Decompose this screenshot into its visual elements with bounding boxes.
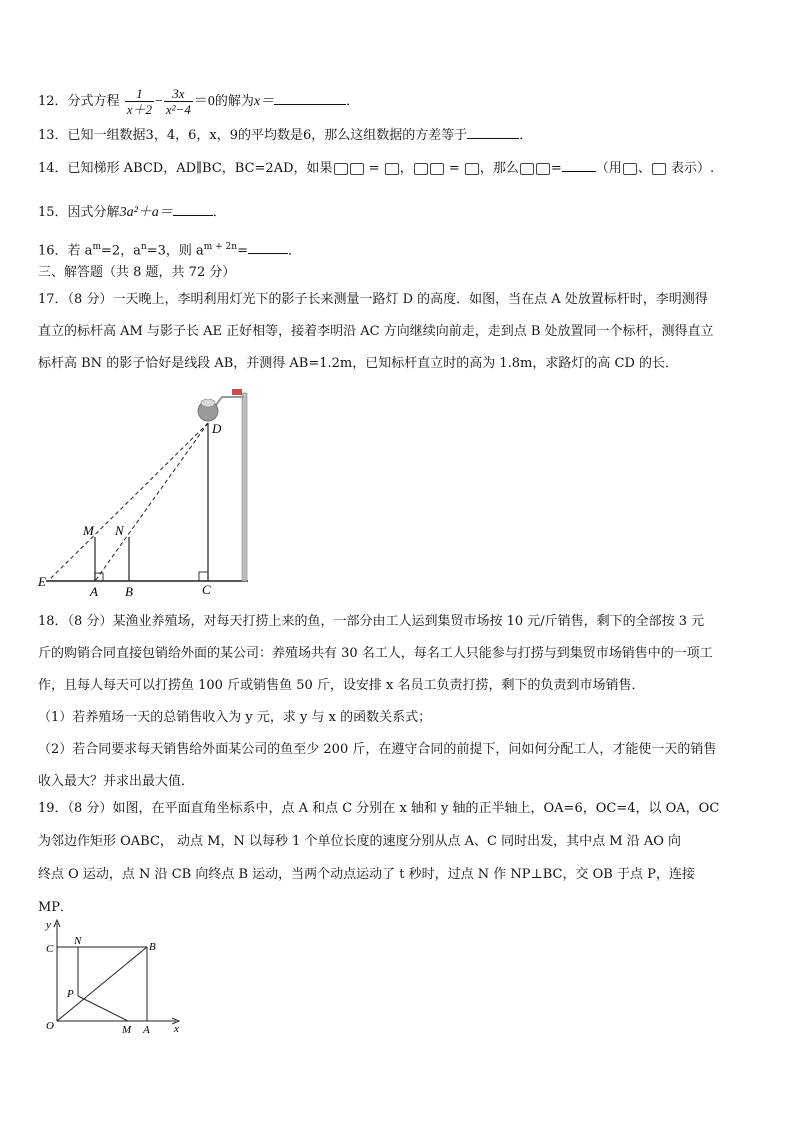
q12-equals: ＝0 (193, 94, 215, 109)
vector-placeholder (430, 163, 444, 175)
vector-placeholder (385, 163, 399, 175)
q15-number: 15． (38, 205, 68, 220)
ray-d-a (95, 423, 208, 581)
segment-pm (78, 996, 128, 1021)
ray-d-e (48, 423, 208, 581)
q16-number: 16． (38, 243, 68, 259)
q14-text-a: 已知梯形 ABCD，AD∥BC，BC=2AD，如果 (67, 161, 333, 176)
question-17 (38, 284, 756, 380)
q16-sup-n: n (140, 242, 147, 252)
q16-mid1: =2，a (100, 243, 141, 259)
q16-mid2: =3，则 a (146, 243, 204, 259)
q12-tail: 的解为 (214, 94, 254, 109)
answer-blank (173, 201, 213, 216)
label-o: O (46, 1020, 54, 1032)
q13-text: 已知一组数据3，4，6，x，9的平均数是6，那么这组数据的方差等于 (67, 128, 468, 143)
q12-number: 12． (38, 94, 68, 109)
q12-var: x＝ (253, 94, 275, 109)
q18-sub-1: （1）若养殖场一天的总销售收入为 y 元，求 y 与 x 的函数关系式； (38, 710, 432, 725)
q17-line-2: 直立的标杆高 AM 与影子长 AE 正好相等，接着李明沿 AC 方向继续向前走，走到点 B 处放置同一个标杆，测得直立 (38, 324, 714, 339)
lamp-sign (232, 389, 242, 395)
vector-placeholder (520, 163, 534, 175)
segment-ob (57, 947, 147, 1021)
q13-end: ． (519, 128, 533, 143)
label-n: N (115, 523, 124, 538)
answer-blank (562, 157, 596, 172)
label-b: B (149, 941, 156, 953)
q19-line-4: MP． (38, 900, 74, 915)
q16-end: ． (287, 243, 301, 259)
answer-blank (274, 90, 346, 105)
question-15 (38, 201, 226, 223)
q18-sub-2a: （2）若合同要求每天销售给外面某公司的鱼至少 200 斤，在遵守合同的前提下，问如何分配工人，才能使一天的销售 (38, 742, 717, 757)
label-d: D (212, 421, 222, 436)
label-p: P (67, 988, 74, 1000)
q14-number: 14． (38, 161, 68, 176)
q19-line-2: 为邻边作矩形 OABC， 动点 M，N 以每秒 1 个单位长度的速度分别从点 A、C 同时出发，其中点 M 沿 AO 向 (38, 834, 682, 849)
q13-number: 13． (38, 128, 68, 143)
question-13 (38, 124, 532, 146)
label-y: y (46, 919, 51, 931)
label-n: N (74, 935, 82, 947)
q12-frac2-num: 3x (164, 86, 193, 102)
q12-lead: 分式方程 (67, 94, 120, 109)
q15-expression: 3a²＋a＝ (119, 205, 173, 220)
q14-text-c: ，那么 (479, 161, 519, 176)
answer-blank (248, 239, 288, 254)
q12-fraction-2 (164, 86, 193, 117)
vector-placeholder (414, 163, 428, 175)
vector-placeholder (652, 163, 666, 175)
label-c: C (46, 943, 54, 955)
q12-frac1-den: x＋2 (126, 102, 152, 117)
question-16 (38, 237, 301, 261)
q18-line-3: 作，且每人每天可以打捞鱼 100 斤或销售鱼 50 斤，设安排 x 名员工负责打捞，剩下的负责到市场销售． (38, 678, 645, 693)
vector-placeholder (334, 163, 348, 175)
vector-placeholder (465, 163, 479, 175)
vector-placeholder (350, 163, 364, 175)
coordinate-figure (36, 917, 196, 1035)
q18-line-2: 斤的购销合同直接包销给外面的某公司：养殖场共有 30 名工人，每名工人只能参与打捞与到集贸市场销售中的一项工 (38, 646, 713, 661)
q19-line-1: 19．（8 分）如图，在平面直角坐标系中，点 A 和点 C 分别在 x 轴和 y 轴的正半轴上，OA=6，OC=4，以 OA，OC (38, 801, 720, 816)
question-12 (38, 86, 359, 117)
label-c: C (202, 582, 211, 597)
label-a: A (90, 584, 98, 598)
q17-line-3: 标杆高 BN 的影子恰好是线段 AB，并测得 AB=1.2m，已知标杆直立时的高为 1.8m，求路灯的高 CD 的长． (38, 356, 679, 371)
q16-tail: = (237, 243, 248, 259)
q19-line-3: 终点 O 运动，点 N 沿 CB 向终点 B 运动，当两个动点运动了 t 秒时，过点 N 作 NP⊥BC，交 OB 于点 P，连接 (38, 867, 695, 882)
q18-sub-2b: 收入最大？并求出最大值． (38, 774, 195, 789)
lamp-pole (242, 393, 247, 581)
q15-end: ． (212, 205, 226, 220)
q16-sup-m: m (92, 242, 101, 252)
q12-frac1-num: 1 (125, 86, 154, 102)
lamp-arm (216, 397, 244, 405)
label-m: M (122, 1024, 132, 1035)
streetlight-figure (36, 383, 256, 598)
q18-line-1: 18．（8 分）某渔业养殖场，对每天打捞上来的鱼，一部分由工人运到集贸市场按 10 元/斤销售，剩下的全部按 3 元 (38, 614, 705, 629)
q12-end: ． (346, 94, 360, 109)
right-angle-c (199, 572, 208, 581)
vector-placeholder (623, 163, 637, 175)
q16-sup-mn: m + 2n (203, 242, 238, 252)
question-14: 14．已知梯形 ABCD，AD∥BC，BC=2AD，如果 = ， = ，那么 = （用 、 表示）. (38, 157, 714, 179)
label-m: M (83, 523, 94, 538)
question-18 (38, 606, 756, 798)
answer-blank (467, 124, 519, 139)
q14-text-f: 表示）. (666, 161, 715, 176)
q14-text-b: ， (399, 161, 413, 176)
q12-fraction-1 (125, 86, 154, 117)
section-title: 三、解答题（共 8 题，共 72 分） (38, 265, 236, 280)
label-e: E (38, 574, 46, 589)
q16-lead: 若 a (67, 243, 93, 259)
label-a: A (143, 1024, 150, 1035)
vector-placeholder (536, 163, 550, 175)
q17-line-1: 17．（8 分）一天晚上，李明利用灯光下的影子长来测量一路灯 D 的高度．如图，当在点 A 处放置标杆时，李明测得 (38, 292, 708, 307)
question-19 (38, 792, 756, 924)
lamp-cover (201, 399, 215, 407)
q12-frac2-den: x²−4 (165, 102, 191, 117)
q15-lead: 因式分解 (67, 205, 120, 220)
label-x: x (174, 1023, 179, 1035)
label-b: B (125, 584, 133, 598)
q14-text-d: （用 (595, 161, 622, 176)
q12-minus: − (154, 94, 163, 109)
q14-text-e: 、 (637, 161, 651, 176)
